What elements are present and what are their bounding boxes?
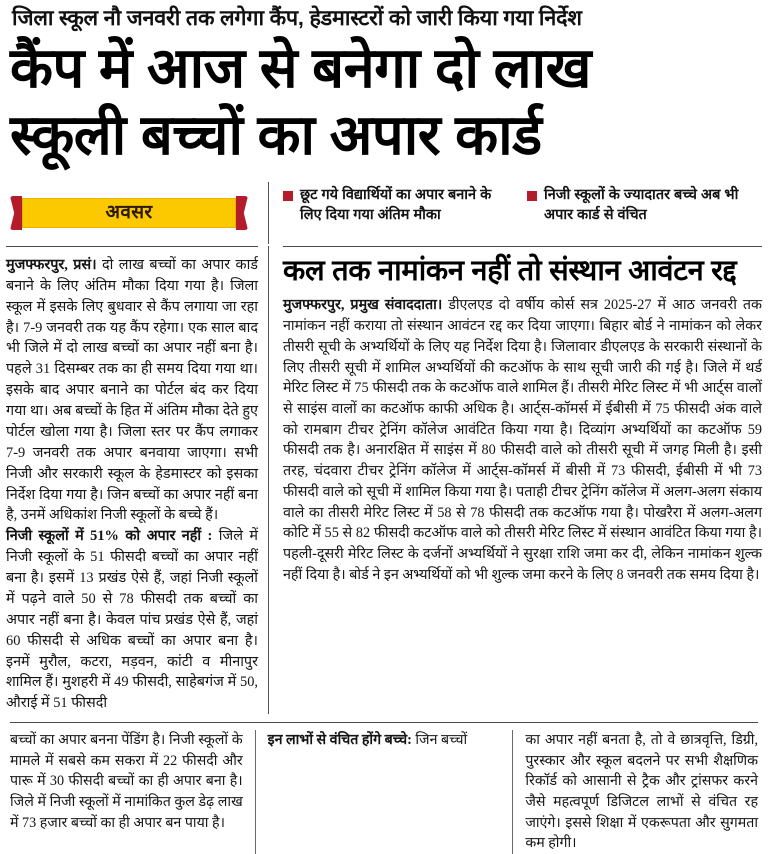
left-article-paragraph-2 — [6, 526, 258, 714]
footer-column-2 — [255, 730, 513, 854]
avsar-ribbon-badge — [10, 196, 248, 230]
runin-heading: निजी स्कूलों में 51% को अपार नहीं : — [6, 528, 213, 545]
secondary-headline: कल तक नामांकन नहीं तो संस्थान आवंटन रद्द — [283, 254, 737, 287]
runin-heading: इन लाभों से वंचित होंगे बच्चे: — [267, 732, 412, 749]
headline-line-1: कैंप में आज से बनेगा दो लाख — [10, 35, 591, 99]
main-headline — [6, 35, 762, 167]
column-rule — [283, 246, 762, 247]
footer-columns — [6, 730, 762, 854]
square-bullet-icon — [527, 191, 537, 201]
left-article-para1-text: दो लाख बच्चों का अपार कार्ड बनाने के लिए अंतिम मौका दिया गया है। जिला स्कूल में इसके लिए बुधवार से कैंप लगाया जा रहा है। 7-9 जनवरी तक यह कैंप रहेगा। एक साल बाद भी जिले में दो लाख बच्चों का अपार नहीं बना है। पहले 31 दिसम्बर तक का ही समय दिया गया था। इसके बाद अपार बनाने का पोर्टल बंद कर दिया गया था। अब बच्चों के हित में अंतिम मौका देते हुए पोर्टल खोला गया है। जिला स्तर पर कैंप लगाकर 7-9 जनवरी तक अपार बनवाया जाएगा। सभी निजी और सरकारी स्कूल के हेडमास्टर को इसका निर्देश दिया गया है। जिन बच्चों का अपार नहीं बना है, उनमें अधिकांश निजी स्कूलों के बच्चे हैं। — [6, 256, 258, 524]
bullet-text: छूट गये विद्यार्थियों का अपार बनाने के लिए दिया गया अंतिम मौका — [300, 186, 492, 223]
badge-and-bullets-strip — [6, 182, 762, 244]
footer-col2-text: जिन बच्चों — [411, 732, 468, 749]
headline-line-2: स्कूली बच्चों का अपार कार्ड — [10, 103, 542, 167]
ribbon-end-right-icon — [236, 196, 248, 230]
list-item — [283, 182, 511, 244]
left-article-paragraph-1 — [6, 255, 258, 526]
footer-col3-text: का अपार नहीं बनता है, तो वे छात्रवृत्ति, डिग्री, पुरस्कार और स्कूल बदलने पर सभी शैक्षणिक रिकॉर्ड को आसानी से ट्रैक और ट्रांसफर करने जैसे महत्वपूर्ण डिजिटल लाभों से वंचित रह जाएंगे। इससे शिक्षा में एकरूपता और सुगमता कम होगी। — [525, 732, 759, 852]
badge-container — [6, 182, 268, 244]
left-article-para2-text: जिले में निजी स्कूलों के 51 फीसदी बच्चों का अपार नहीं बना है। इसमें 13 प्रखंड ऐसे हैं, जहां निजी स्कूलों में पढ़ने वाले 50 से 78 फीसदी तक बच्चों का अपार नहीं बना है। केवल पांच प्रखंड ऐसे हैं, जहां 60 फीसदी से अधिक बच्चों का अपार बना है। इनमें मुरौल, कटरा, मड़वन, कांटी व मीनापुर शामिल हैं। मुशहरी में 49 फीसदी, साहेबगंज में 50, औराई में 51 फीसदी — [6, 528, 258, 712]
ribbon-body — [22, 198, 236, 228]
right-article-body-text: डीएलएड दो वर्षीय कोर्स सत्र 2025-27 में आठ जनवरी तक नामांकन नहीं कराया तो संस्थान आवंटन रद्द कर दिया जाएगा। बिहार बोर्ड ने नामांकन को लेकर तीसरी सूची के अभ्यर्थियों के लिए यह निर्देश दिया है। जिलावार डीएलएड के सरकारी संस्थानों के लिए तीसरी सूची में शामिल अभ्यर्थियों की कटऑफ के साथ सूची जारी की गई है। जिले में थर्ड मेरिट लिस्ट में 75 फीसदी तक के कटऑफ वाले शामिल हैं। तीसरी मेरिट लिस्ट में भी आर्ट्स वालों से साइंस वालों का कटऑफ काफी अधिक है। आर्ट्स-कॉमर्स में ईबीसी में 75 फीसदी अंक वाले को रामबाग टीचर ट्रेनिंग कॉलेज आवंटित किया गया है। दिव्यांग अभ्यर्थियों का कटऑफ 59 फीसदी तक है। अनारक्षित में साइंस में 80 फीसदी वाले को तीसरी सूची में जगह मिली है। इसी तरह, चंदवारा टीचर ट्रेनिंग कॉलेज में आर्ट्स-कॉमर्स में बीसी में 73 फीसदी, ईबीसी में भी 73 फीसदी वाले को सूची में शामिल किया गया है। पताही टीचर ट्रेनिंग कॉलेज में अलग-अलग संकाय वाले का तीसरी मेरिट लिस्ट में 58 से 78 फीसदी तक कटऑफ गया है। पोखरैरा में अलग-अलग कोटि में 55 से 82 फीसदी कटऑफ वाले को तीसरी मेरिट लिस्ट में संस्थान आवंटित किया गया है। पहली-दूसरी मेरिट लिस्ट के दर्जनों अभ्यर्थियों ने सुरक्षा राशि जमा कर दी, लेकिन नामांकन शुल्क नहीं दिया है। बोर्ड ने इन अभ्यर्थियों को भी शुल्क जमा करने के लिए 8 जनवरी तक समय दिया है। — [283, 297, 762, 583]
bullet-text: निजी स्कूलों के ज्यादातर बच्चे अब भी अपार कार्ड से वंचित — [544, 186, 739, 223]
dateline: मुजफ्फरपुर, प्रमुख संवाददाता। — [283, 297, 443, 314]
left-article-column — [6, 246, 268, 714]
right-article-column — [268, 246, 762, 714]
kicker-overline: जिला स्कूल नौ जनवरी तक लगेगा कैंप, हेडमास्टरों को जारी किया गया निर्देश — [12, 6, 582, 30]
badge-label: अवसर — [105, 202, 153, 224]
dateline: मुजफ्फरपुर, प्रसं। — [6, 256, 97, 273]
right-article-paragraph — [283, 295, 762, 585]
footer-column-1 — [10, 730, 255, 854]
footer-divider-rule — [10, 722, 758, 723]
footer-col2-paragraph — [268, 730, 501, 751]
bullet-list — [268, 182, 762, 244]
article-body-columns — [6, 246, 762, 714]
list-item — [527, 182, 755, 244]
ribbon-end-left-icon — [10, 196, 22, 230]
footer-column-3 — [512, 730, 758, 854]
footer-col1-text: बच्चों का अपार बनना पेंडिंग है। निजी स्कूलों के मामले में सबसे कम सकरा में 22 फीसदी और पारू में 30 फीसदी बच्चों का ही अपार बना है। जिले में निजी स्कूलों में नामांकित कुल डेढ़ लाख में 73 हजार बच्चों का ही अपार बन पाया है। — [10, 732, 243, 831]
column-rule — [6, 246, 258, 247]
square-bullet-icon — [283, 191, 293, 201]
